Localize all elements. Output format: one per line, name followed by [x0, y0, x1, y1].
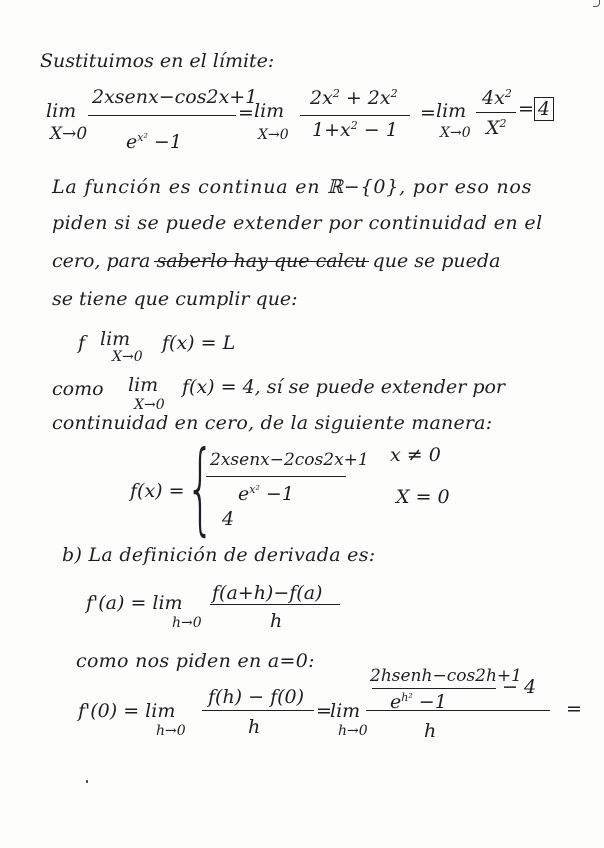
lim1-den-tail: −1: [153, 131, 182, 153]
para1-line1: La función es continua en ℝ−{0}, por eso nos: [52, 176, 533, 198]
lim3-equals: =: [518, 98, 534, 120]
lim1-fraction-bar: [88, 115, 236, 116]
partb2-main-fraction-bar: [366, 710, 550, 711]
partb2-inner-den-base: e: [390, 691, 402, 713]
para1-line3-b: que se pueda: [366, 250, 501, 272]
lim2-equals: =: [420, 102, 436, 124]
lim3-boxed-result: 4: [534, 97, 554, 121]
piece-value-at-zero: 4: [222, 508, 235, 530]
partb2-equals: =: [316, 700, 332, 722]
para2-lim: lim: [128, 374, 159, 396]
partb2-lim2: lim: [330, 700, 361, 722]
para1-line3-a: cero, para: [52, 250, 157, 272]
lim1-numerator: 2xsenx−cos2x+1: [92, 86, 258, 108]
partb2-inner-den-exp: h²: [401, 691, 413, 704]
partb2-numerator1: f(h) − f(0): [208, 686, 305, 708]
piece-den-exp: x²: [249, 483, 260, 496]
cond-lim: lim: [100, 328, 131, 350]
piece-cond1: x ≠ 0: [390, 444, 441, 466]
lim2-num-a-exp: 2: [332, 87, 340, 100]
cond-f: f: [78, 332, 86, 354]
lim2-label: lim: [254, 100, 285, 122]
lim3-numerator: [482, 88, 512, 108]
lim1-denominator: [126, 132, 182, 152]
para1-line4: se tiene que cumplir que:: [52, 288, 298, 310]
para1-struck-text: saberlo hay que calcu: [156, 250, 367, 272]
para2-line1-rest: f(x) = 4, sí se puede extender por: [182, 376, 506, 398]
lim2-denominator: [312, 120, 398, 140]
partb-line1: b) La definición de derivada es:: [62, 544, 376, 566]
lim3-denominator: [486, 118, 507, 138]
partb-fraction-bar: [210, 604, 340, 605]
piece-den-tail: −1: [265, 483, 294, 505]
partb2-trailing-equals: =: [566, 698, 582, 720]
partb2-inner-denominator: [390, 692, 447, 712]
partb2-denominator1: h: [248, 716, 261, 738]
lim2-num-b-exp: 2: [390, 87, 398, 100]
partb2-subscript1: h→0: [156, 723, 186, 739]
lim1-subscript: X→0: [50, 124, 88, 144]
lim3-fraction-bar: [476, 112, 516, 113]
partb-lhs: f'(a) = lim: [86, 592, 183, 614]
lim3-label: lim: [436, 100, 467, 122]
lim1-label: lim: [46, 100, 77, 122]
lim2-subscript: X→0: [258, 127, 289, 143]
lim2-den-b: − 1: [357, 119, 398, 141]
partb-denominator: h: [270, 610, 283, 632]
partb2-inner-fraction-bar: [372, 688, 496, 689]
lim1-equals: =: [238, 102, 254, 124]
para2-subscript: X→0: [134, 397, 165, 413]
cond-expr: f(x) = L: [162, 332, 236, 354]
lim2-den-a-exp: 2: [350, 119, 358, 132]
intro-line: Sustituimos en el límite:: [40, 50, 275, 72]
piece-brace: {: [186, 429, 215, 546]
piece-numerator: 2xsenx−2cos2x+1: [210, 450, 369, 470]
stray-mark: [86, 780, 88, 783]
partb2-inner-numerator: 2hsenh−cos2h+1: [370, 666, 522, 686]
partb2-fraction-bar1: [202, 710, 314, 711]
lim3-result: [518, 100, 554, 119]
lim2-num-a: 2x: [310, 87, 333, 109]
lim3-den: X: [486, 117, 500, 139]
partb2-minus-term: − 4: [502, 676, 537, 698]
partb2-subscript2: h→0: [338, 723, 368, 739]
lim1-den-base: e: [126, 131, 138, 153]
partb2-lhs: f'(0) = lim: [78, 700, 176, 722]
lim3-num: 4x: [482, 87, 505, 109]
lim2-den-a: 1+x: [312, 119, 351, 141]
piece-den-base: e: [238, 483, 250, 505]
cond-subscript: X→0: [112, 349, 143, 365]
partb2-line1: como nos piden en a=0:: [76, 650, 315, 672]
partb2-denominator2: h: [424, 720, 437, 742]
para1-line3: [52, 252, 500, 271]
partb2-inner-den-tail: −1: [418, 691, 447, 713]
para2-line2: continuidad en cero, de la siguiente manera:: [52, 412, 493, 434]
lim2-num-b: + 2x: [339, 87, 391, 109]
lim3-num-exp: 2: [504, 87, 512, 100]
lim2-fraction-bar: [300, 115, 410, 116]
piece-cond2: X = 0: [396, 486, 450, 508]
piece-fraction-bar: [206, 476, 346, 477]
partb-numerator: f(a+h)−f(a): [212, 582, 323, 604]
para1-line2: piden si se puede extender por continuidad en el: [52, 212, 543, 234]
para2-como: como: [52, 378, 104, 400]
corner-mark: [593, 0, 600, 7]
lim1-den-exp: x²: [137, 131, 148, 144]
lim3-subscript: X→0: [440, 125, 471, 141]
lim3-den-exp: 2: [499, 117, 507, 130]
lim2-numerator: [310, 88, 398, 108]
partb-subscript: h→0: [172, 615, 202, 631]
piece-denominator: [238, 484, 294, 504]
piece-lhs: f(x) =: [130, 480, 185, 502]
